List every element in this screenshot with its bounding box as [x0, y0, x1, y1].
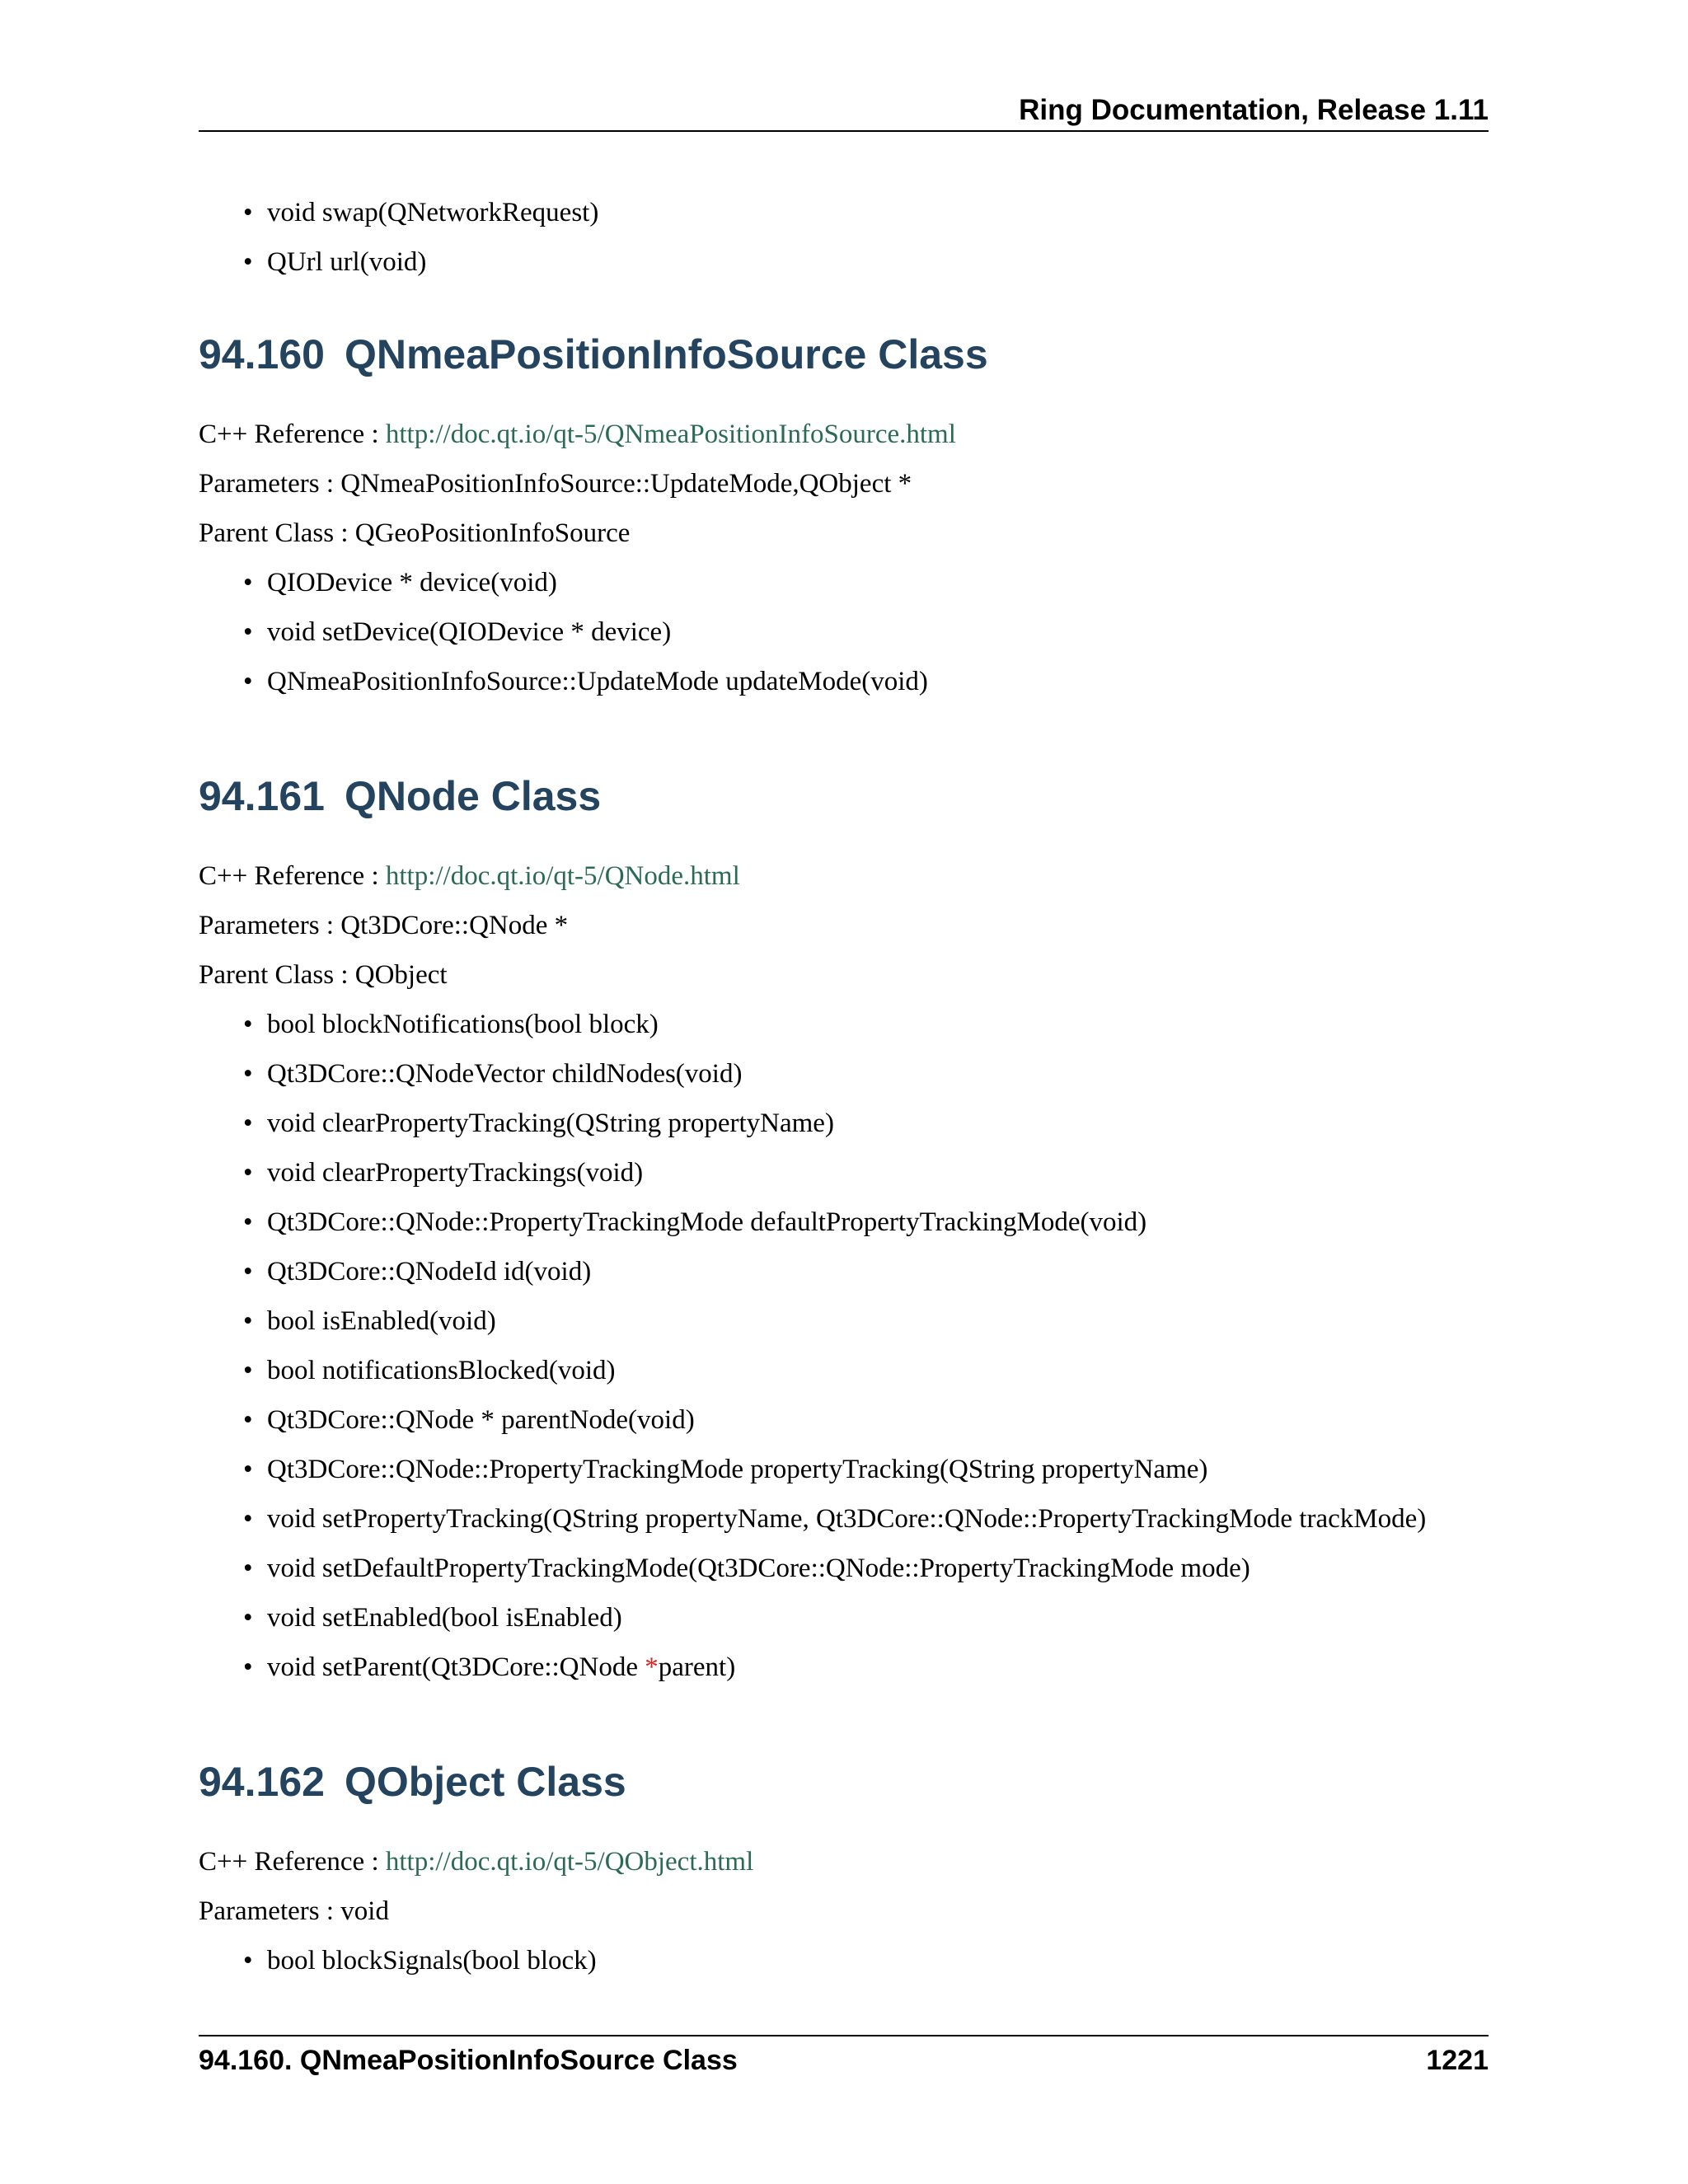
list-item: • bool blockNotifications(bool block) [267, 1000, 1489, 1049]
list-item: • bool notificationsBlocked(void) [267, 1346, 1489, 1395]
section-number: 94.160 [199, 331, 325, 377]
cpp-reference: C++ Reference : http://doc.qt.io/qt-5/QObject.html [199, 1847, 754, 1877]
list-item: • void setDefaultPropertyTrackingMode(Qt3DCore::QNode::PropertyTrackingMode mode) [267, 1544, 1489, 1593]
footer-section-title: 94.160. QNmeaPositionInfoSource Class [199, 2045, 738, 2076]
list-item: • Qt3DCore::QNodeVector childNodes(void) [267, 1049, 1489, 1099]
cpp-reference: C++ Reference : http://doc.qt.io/qt-5/QNmeaPositionInfoSource.html [199, 419, 956, 449]
list-item: • bool isEnabled(void) [267, 1296, 1489, 1346]
parameters: Parameters : QNmeaPositionInfoSource::UpdateMode,QObject * [199, 469, 912, 499]
page-number: 1221 [1426, 2045, 1489, 2076]
method-list [199, 558, 1489, 706]
bullet-icon: • [243, 1603, 253, 1633]
list-item: • void setEnabled(bool isEnabled) [267, 1593, 1489, 1643]
running-header: Ring Documentation, Release 1.11 [1019, 94, 1489, 126]
section-number: 94.161 [199, 773, 325, 819]
bullet-icon: • [243, 667, 253, 696]
header-rule [199, 130, 1489, 132]
section-qobject [199, 1757, 1489, 1985]
bullet-icon: • [243, 1158, 253, 1188]
list-item: • void setPropertyTracking(QString propertyName, Qt3DCore::QNode::PropertyTrackingMode trackMode) [267, 1494, 1489, 1544]
bullet-icon: • [243, 1554, 253, 1583]
bullet-icon: • [243, 1059, 253, 1089]
list-item: • void clearPropertyTracking(QString propertyName) [267, 1099, 1489, 1148]
bullet-icon: • [243, 1257, 253, 1286]
parameters: Parameters : Qt3DCore::QNode * [199, 911, 569, 940]
section-heading [199, 1757, 1489, 1807]
highlighted-asterisk: * [645, 1652, 659, 1682]
list-item: • QIODevice * device(void) [267, 558, 1489, 607]
method-list [199, 1936, 1489, 1985]
parent-class: Parent Class : QGeoPositionInfoSource [199, 518, 631, 548]
section-title: QObject Class [344, 1759, 626, 1805]
parent-class: Parent Class : QObject [199, 960, 448, 990]
bullet-icon: • [243, 247, 253, 277]
cpp-reference: C++ Reference : http://doc.qt.io/qt-5/QNode.html [199, 861, 740, 891]
bullet-icon: • [243, 1108, 253, 1138]
intro-method-list [199, 188, 1489, 287]
list-item: • QUrl url(void) [267, 237, 1489, 287]
parameters: Parameters : void [199, 1896, 389, 1926]
section-heading [199, 771, 1489, 821]
list-item: • Qt3DCore::QNodeId id(void) [267, 1247, 1489, 1296]
bullet-icon: • [243, 1405, 253, 1435]
section-title: QNmeaPositionInfoSource Class [344, 331, 988, 377]
bullet-icon: • [243, 1356, 253, 1385]
bullet-icon: • [243, 1652, 253, 1682]
section-qnmeapositioninfosource [199, 330, 1489, 706]
bullet-icon: • [243, 1455, 253, 1484]
bullet-icon: • [243, 1306, 253, 1336]
document-page [199, 0, 1489, 2184]
footer-rule [199, 2035, 1489, 2036]
list-item: • void setParent(Qt3DCore::QNode *parent) [267, 1643, 1489, 1692]
list-item: • Qt3DCore::QNode::PropertyTrackingMode propertyTracking(QString propertyName) [267, 1445, 1489, 1494]
method-list [199, 1000, 1489, 1692]
section-heading [199, 330, 1489, 379]
list-item: • bool blockSignals(bool block) [267, 1936, 1489, 1985]
bullet-icon: • [243, 1207, 253, 1237]
section-qnode [199, 771, 1489, 1692]
bullet-icon: • [243, 1946, 253, 1975]
reference-link[interactable]: http://doc.qt.io/qt-5/QNode.html [385, 861, 740, 891]
list-item: • void swap(QNetworkRequest) [267, 188, 1489, 237]
list-item: • Qt3DCore::QNode * parentNode(void) [267, 1395, 1489, 1445]
bullet-icon: • [243, 1010, 253, 1039]
bullet-icon: • [243, 1504, 253, 1534]
list-item: • void setDevice(QIODevice * device) [267, 607, 1489, 657]
bullet-icon: • [243, 617, 253, 647]
reference-link[interactable]: http://doc.qt.io/qt-5/QObject.html [385, 1847, 754, 1877]
list-item: • QNmeaPositionInfoSource::UpdateMode updateMode(void) [267, 657, 1489, 706]
section-number: 94.162 [199, 1759, 325, 1805]
bullet-icon: • [243, 198, 253, 227]
list-item: • void clearPropertyTrackings(void) [267, 1148, 1489, 1197]
page-content [199, 188, 1489, 1985]
section-title: QNode Class [344, 773, 602, 819]
list-item: • Qt3DCore::QNode::PropertyTrackingMode defaultPropertyTrackingMode(void) [267, 1197, 1489, 1247]
bullet-icon: • [243, 568, 253, 598]
reference-link[interactable]: http://doc.qt.io/qt-5/QNmeaPositionInfoSource.html [385, 419, 956, 449]
